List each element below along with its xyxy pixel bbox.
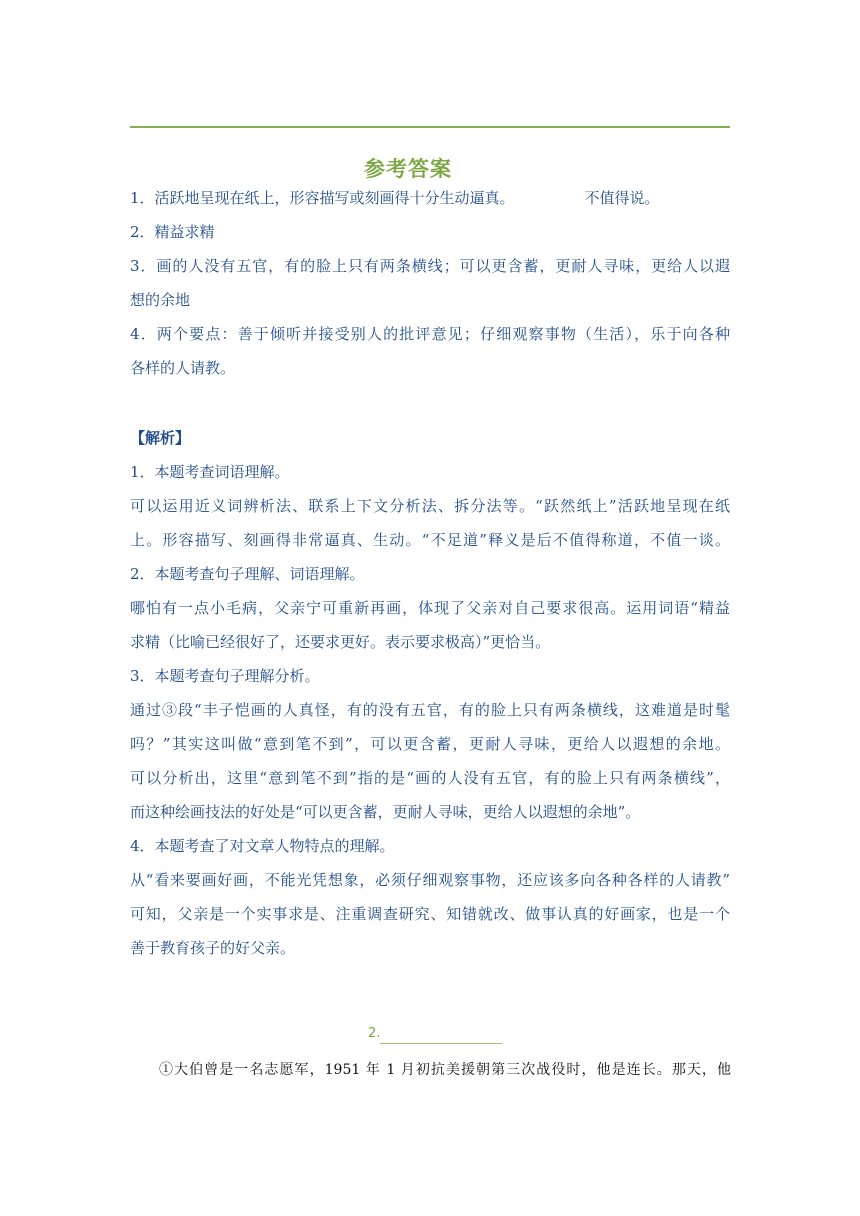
analysis-line: 上。形容描写、刻画得非常逼真、生动。“不足道”释义是后不值得称道，不值一谈。: [130, 531, 730, 549]
passage-paragraph: ①大伯曾是一名志愿军，1951 年 1 月初抗美援朝第三次战役时，他是连长。那天，他: [159, 1062, 731, 1078]
question-number: 2.: [368, 1026, 381, 1041]
answers-block: [130, 181, 730, 385]
header-rule: [130, 126, 730, 128]
analysis-line: 2．本题考查句子理解、词语理解。: [130, 565, 365, 583]
analysis-line: 通过③段“丰子恺画的人真怪，有的没有五官，有的脸上只有两条横线，这难道是时髦: [130, 701, 730, 719]
analysis-heading: 【解析】: [130, 429, 191, 447]
analysis-line: 求精（比喻已经很好了，还要求更好。表示要求极高）”更恰当。: [130, 633, 551, 651]
answer-line: 想的余地: [130, 291, 191, 309]
answer-line: [130, 181, 730, 215]
analysis-line: 吗？”其实这叫做“意到笔不到”，可以更含蓄，更耐人寻味，更给人以遐想的余地。: [130, 735, 730, 753]
answer-line: 4．两个要点：善于倾听并接受别人的批评意见；仔细观察事物（生活），乐于向各种: [130, 325, 730, 343]
analysis-line: 从“看来要画好画，不能光凭想象，必须仔细观察事物，还应该多向各种各样的人请教”: [130, 871, 730, 889]
analysis-line: 可知，父亲是一个实事求是、注重调查研究、知错就改、做事认真的好画家，也是一个: [130, 905, 730, 923]
analysis-line: 1．本题考查词语理解。: [130, 463, 290, 481]
analysis-line: 而这种绘画技法的好处是“可以更含蓄，更耐人寻味，更给人以遐想的余地”。: [130, 803, 641, 821]
answer-line: 2．精益求精: [130, 223, 215, 241]
analysis-block: [130, 421, 730, 965]
analysis-line: 善于教育孩子的好父亲。: [130, 939, 296, 957]
analysis-line: 可以运用近义词辨析法、联系上下文分析法、拆分法等。“跃然纸上”活跃地呈现在纸: [130, 497, 730, 515]
analysis-line: 4．本题考查了对文章人物特点的理解。: [130, 837, 395, 855]
question-underline: [380, 1043, 502, 1044]
answer-extra: 不值得说。: [584, 189, 660, 207]
answer-line: 各样的人请教。: [130, 359, 236, 377]
answer-line: 3．画的人没有五官，有的脸上只有两条横线；可以更含蓄，更耐人寻味，更给人以遐: [130, 257, 730, 275]
answer-text: 1．活跃地呈现在纸上，形容描写或刻画得十分生动逼真。: [130, 189, 515, 207]
page-title: 参考答案: [364, 156, 452, 181]
analysis-line: 可以分析出，这里“意到笔不到”指的是“画的人没有五官，有的脸上只有两条横线”，: [130, 769, 730, 787]
analysis-line: 哪怕有一点小毛病，父亲宁可重新再画，体现了父亲对自己要求很高。运用词语“精益: [130, 599, 730, 617]
analysis-line: 3．本题考查句子理解分析。: [130, 667, 320, 685]
